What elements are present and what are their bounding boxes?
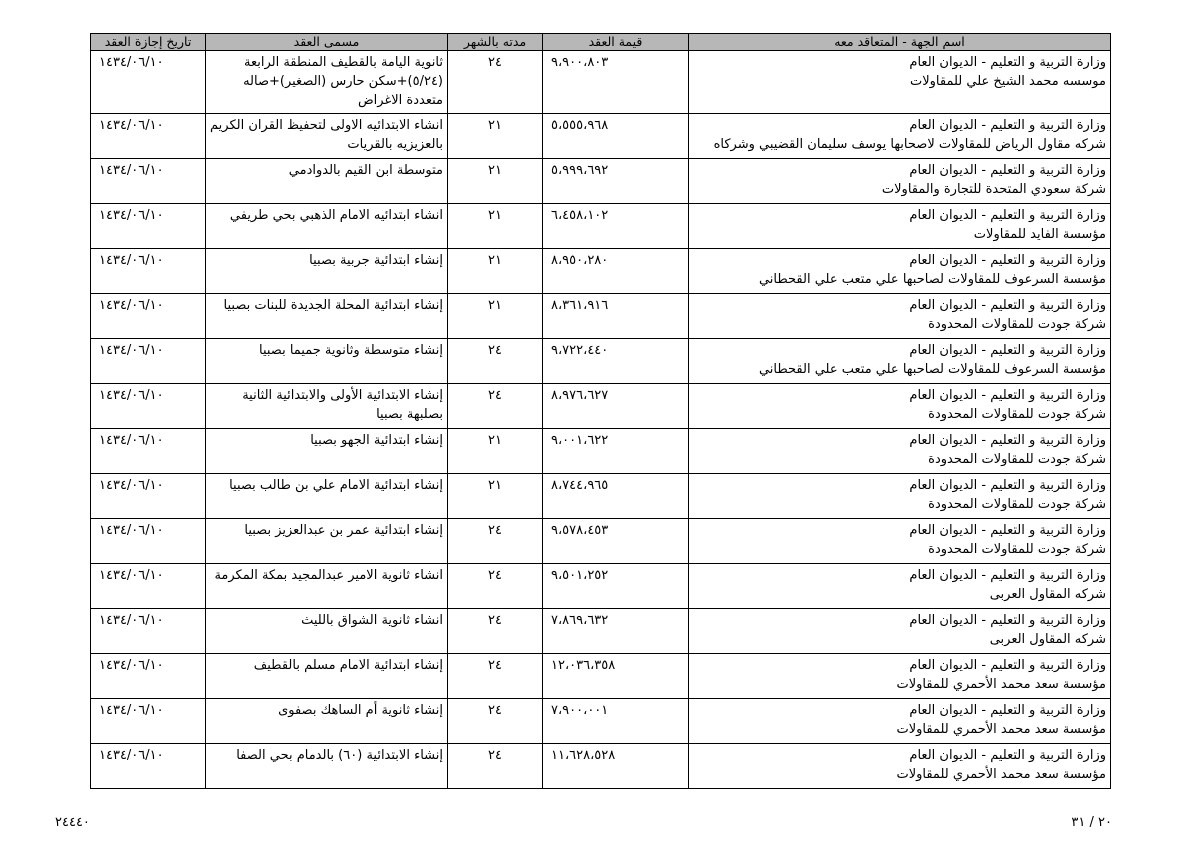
approval-date: ١٤٣٤/٠٦/١٠ [99, 748, 164, 763]
contract-duration: ٢٤ [488, 613, 502, 628]
cell-date [91, 159, 206, 204]
contract-value: ٩،٩٠٠،٨٠٣ [551, 55, 609, 70]
contract-title: انشاء ثانوية الامير عبدالمجيد بمكة المكرمة [214, 568, 443, 583]
contract-duration: ٢١ [488, 118, 502, 133]
contract-title: انشاء ابتدائيه الامام الذهبي بحي طريفي [229, 208, 443, 223]
contractor-name: شركة جودت للمقاولات المحدودة [928, 497, 1106, 512]
contractor-name: شركة جودت للمقاولات المحدودة [928, 452, 1106, 467]
ministry-name: وزارة التربية و التعليم - الديوان العام [909, 388, 1106, 403]
ministry-name: وزارة التربية و التعليم - الديوان العام [909, 703, 1106, 718]
cell-title [206, 294, 448, 339]
ministry-name: وزارة التربية و التعليم - الديوان العام [909, 433, 1106, 448]
table-row [91, 294, 1111, 339]
table-row [91, 429, 1111, 474]
contract-duration: ٢١ [488, 163, 502, 178]
contractor-name: شركة جودت للمقاولات المحدودة [928, 542, 1106, 557]
cell-title [206, 114, 448, 159]
table-row [91, 654, 1111, 699]
cell-party [689, 249, 1111, 294]
cell-value [543, 564, 689, 609]
contractor-name: مؤسسة سعد محمد الأحمري للمقاولات [896, 767, 1106, 782]
cell-duration [448, 114, 543, 159]
contractor-name: مؤسسة سعد محمد الأحمري للمقاولات [896, 677, 1106, 692]
contract-value: ٥،٩٩٩،٦٩٢ [551, 163, 609, 178]
contract-title: انشاء ثانوية الشواق بالليث [301, 613, 443, 628]
approval-date: ١٤٣٤/٠٦/١٠ [99, 478, 164, 493]
cell-duration [448, 564, 543, 609]
cell-party [689, 744, 1111, 789]
cell-title [206, 654, 448, 699]
contract-value: ٩،٥٠١،٢٥٢ [551, 568, 609, 583]
cell-duration [448, 294, 543, 339]
contract-title: إنشاء متوسطة وثانوية جميما بصبيا [259, 343, 443, 358]
contract-title: إنشاء ابتدائية جربية بصبيا [309, 253, 443, 268]
cell-date [91, 564, 206, 609]
cell-value [543, 429, 689, 474]
cell-party [689, 204, 1111, 249]
cell-duration [448, 609, 543, 654]
cell-title [206, 519, 448, 564]
ministry-name: وزارة التربية و التعليم - الديوان العام [909, 253, 1106, 268]
cell-party [689, 51, 1111, 114]
cell-party [689, 159, 1111, 204]
cell-party [689, 384, 1111, 429]
approval-date: ١٤٣٤/٠٦/١٠ [99, 118, 164, 133]
approval-date: ١٤٣٤/٠٦/١٠ [99, 613, 164, 628]
table-row [91, 159, 1111, 204]
cell-date [91, 249, 206, 294]
contract-duration: ٢٤ [488, 388, 502, 403]
cell-party [689, 699, 1111, 744]
approval-date: ١٤٣٤/٠٦/١٠ [99, 343, 164, 358]
cell-title [206, 159, 448, 204]
contract-value: ١٢،٠٣٦،٣٥٨ [551, 658, 616, 673]
contract-duration: ٢٤ [488, 343, 502, 358]
contractor-name: مؤسسة السرعوف للمقاولات لصاحبها علي متعب علي القحطاني [758, 362, 1106, 377]
cell-value [543, 609, 689, 654]
cell-value [543, 699, 689, 744]
contract-value: ٩،٧٢٢،٤٤٠ [551, 343, 609, 358]
ministry-name: وزارة التربية و التعليم - الديوان العام [909, 478, 1106, 493]
ministry-name: وزارة التربية و التعليم - الديوان العام [909, 163, 1106, 178]
contract-duration: ٢٤ [488, 658, 502, 673]
cell-date [91, 519, 206, 564]
contract-title: إنشاء الابتدائية الأولى والابتدائية الثانية بصلبهة بصبيا [242, 388, 443, 422]
table-row [91, 699, 1111, 744]
approval-date: ١٤٣٤/٠٦/١٠ [99, 703, 164, 718]
contract-title: إنشاء ابتدائية عمر بن عبدالعزيز بصبيا [244, 523, 443, 538]
cell-duration [448, 429, 543, 474]
contractor-name: مؤسسة الفايد للمقاولات [973, 227, 1106, 242]
contractor-name: شركه مقاول الرياض للمقاولات لاصحابها يوسف سليمان القضيبي وشركاه [713, 137, 1106, 152]
header-value: قيمة العقد [543, 34, 689, 51]
approval-date: ١٤٣٤/٠٦/١٠ [99, 568, 164, 583]
ministry-name: وزارة التربية و التعليم - الديوان العام [909, 658, 1106, 673]
cell-party [689, 474, 1111, 519]
contract-title: إنشاء الابتدائية (٦٠) بالدمام بحي الصفا [236, 748, 443, 763]
footer-page-number: ٢٠ / ٣١ [1071, 815, 1112, 830]
ministry-name: وزارة التربية و التعليم - الديوان العام [909, 568, 1106, 583]
cell-date [91, 744, 206, 789]
contract-value: ٩،٠٠١،٦٢٢ [551, 433, 609, 448]
approval-date: ١٤٣٤/٠٦/١٠ [99, 388, 164, 403]
contract-title: متوسطة ابن القيم بالدوادمي [288, 163, 443, 178]
contract-value: ٦،٤٥٨،١٠٢ [551, 208, 609, 223]
cell-date [91, 654, 206, 699]
header-date: تاريخ إجازة العقد [91, 34, 206, 51]
contract-duration: ٢٤ [488, 568, 502, 583]
contract-value: ٨،٩٧٦،٦٢٧ [551, 388, 609, 403]
contract-title: ثانوية اليامة بالقطيف المنطقة الرابعة (٥/٢٤)+سكن حارس (الصغير)+صاله متعددة الاغراض [243, 55, 443, 108]
cell-party [689, 654, 1111, 699]
table-row [91, 384, 1111, 429]
contract-title: إنشاء ابتدائية الجهو بصبيا [310, 433, 443, 448]
cell-value [543, 384, 689, 429]
cell-duration [448, 519, 543, 564]
contract-value: ٧،٩٠٠،٠٠١ [551, 703, 609, 718]
cell-title [206, 609, 448, 654]
contract-duration: ٢٤ [488, 55, 502, 70]
cell-date [91, 339, 206, 384]
table-row [91, 339, 1111, 384]
cell-value [543, 204, 689, 249]
cell-party [689, 519, 1111, 564]
cell-value [543, 744, 689, 789]
contract-value: ١١،٦٢٨،٥٢٨ [551, 748, 616, 763]
cell-value [543, 249, 689, 294]
cell-value [543, 519, 689, 564]
cell-value [543, 474, 689, 519]
contractor-name: شركه المقاول العربى [989, 587, 1106, 602]
contract-duration: ٢٤ [488, 748, 502, 763]
table-row [91, 609, 1111, 654]
table-body [91, 51, 1111, 789]
cell-date [91, 114, 206, 159]
approval-date: ١٤٣٤/٠٦/١٠ [99, 298, 164, 313]
footer-total: ٢٤٤٤٠ [55, 815, 90, 830]
contract-title: إنشاء ابتدائية الامام علي بن طالب بصبيا [229, 478, 443, 493]
ministry-name: وزارة التربية و التعليم - الديوان العام [909, 298, 1106, 313]
approval-date: ١٤٣٤/٠٦/١٠ [99, 208, 164, 223]
cell-title [206, 564, 448, 609]
cell-duration [448, 654, 543, 699]
contractor-name: مؤسسة سعد محمد الأحمري للمقاولات [896, 722, 1106, 737]
contract-title: انشاء الابتدائيه الاولى لتحفيظ القران الكريم بالعزيزيه بالقريات [210, 118, 443, 152]
approval-date: ١٤٣٤/٠٦/١٠ [99, 55, 164, 70]
cell-duration [448, 159, 543, 204]
cell-value [543, 654, 689, 699]
table-row [91, 474, 1111, 519]
cell-value [543, 159, 689, 204]
table-row [91, 249, 1111, 294]
cell-party [689, 114, 1111, 159]
contractor-name: شركه المقاول العربى [989, 632, 1106, 647]
table-row [91, 744, 1111, 789]
contract-title: إنشاء ابتدائية الامام مسلم بالقطيف [253, 658, 443, 673]
ministry-name: وزارة التربية و التعليم - الديوان العام [909, 523, 1106, 538]
contract-duration: ٢١ [488, 253, 502, 268]
cell-duration [448, 51, 543, 114]
table-row [91, 114, 1111, 159]
contractor-name: مؤسسة السرعوف للمقاولات لصاحبها علي متعب علي القحطاني [758, 272, 1106, 287]
contracts-table [90, 33, 1111, 789]
ministry-name: وزارة التربية و التعليم - الديوان العام [909, 118, 1106, 133]
approval-date: ١٤٣٤/٠٦/١٠ [99, 163, 164, 178]
contract-value: ٨،٩٥٠،٢٨٠ [551, 253, 609, 268]
contract-duration: ٢٤ [488, 703, 502, 718]
header-duration: مدته بالشهر [448, 34, 543, 51]
cell-date [91, 51, 206, 114]
table-row [91, 51, 1111, 114]
contractor-name: شركة جودت للمقاولات المحدودة [928, 317, 1106, 332]
cell-value [543, 294, 689, 339]
cell-title [206, 51, 448, 114]
cell-title [206, 204, 448, 249]
contract-value: ٨،٧٤٤،٩٦٥ [551, 478, 609, 493]
cell-date [91, 609, 206, 654]
cell-duration [448, 474, 543, 519]
cell-date [91, 294, 206, 339]
cell-party [689, 429, 1111, 474]
contract-value: ٩،٥٧٨،٤٥٣ [551, 523, 609, 538]
contract-duration: ٢١ [488, 298, 502, 313]
contractor-name: موسسه محمد الشيخ علي للمقاولات [910, 74, 1106, 89]
cell-party [689, 609, 1111, 654]
cell-title [206, 474, 448, 519]
contract-value: ٥،٥٥٥،٩٦٨ [551, 118, 609, 133]
header-party: اسم الجهة - المتعاقد معه [689, 34, 1111, 51]
cell-party [689, 339, 1111, 384]
cell-value [543, 339, 689, 384]
contractor-name: شركة جودت للمقاولات المحدودة [928, 407, 1106, 422]
cell-party [689, 294, 1111, 339]
contract-duration: ٢١ [488, 433, 502, 448]
contracts-sheet [90, 33, 1110, 789]
cell-duration [448, 384, 543, 429]
contract-title: إنشاء ثانوية أم الساهك بصفوى [278, 703, 443, 718]
cell-party [689, 564, 1111, 609]
cell-date [91, 204, 206, 249]
ministry-name: وزارة التربية و التعليم - الديوان العام [909, 343, 1106, 358]
contract-value: ٨،٣٦١،٩١٦ [551, 298, 609, 313]
approval-date: ١٤٣٤/٠٦/١٠ [99, 658, 164, 673]
contract-duration: ٢١ [488, 208, 502, 223]
ministry-name: وزارة التربية و التعليم - الديوان العام [909, 613, 1106, 628]
cell-date [91, 429, 206, 474]
contract-duration: ٢١ [488, 478, 502, 493]
table-row [91, 204, 1111, 249]
table-row [91, 519, 1111, 564]
contract-title: إنشاء ابتدائية المحلة الجديدة للبنات بصبيا [223, 298, 443, 313]
cell-title [206, 384, 448, 429]
cell-title [206, 744, 448, 789]
cell-duration [448, 204, 543, 249]
approval-date: ١٤٣٤/٠٦/١٠ [99, 253, 164, 268]
cell-duration [448, 249, 543, 294]
table-row [91, 564, 1111, 609]
cell-duration [448, 339, 543, 384]
approval-date: ١٤٣٤/٠٦/١٠ [99, 523, 164, 538]
contractor-name: شركة سعودي المتحدة للتجارة والمقاولات [881, 182, 1106, 197]
cell-duration [448, 744, 543, 789]
cell-title [206, 699, 448, 744]
ministry-name: وزارة التربية و التعليم - الديوان العام [909, 55, 1106, 70]
cell-date [91, 474, 206, 519]
cell-value [543, 51, 689, 114]
approval-date: ١٤٣٤/٠٦/١٠ [99, 433, 164, 448]
cell-title [206, 339, 448, 384]
cell-duration [448, 699, 543, 744]
header-title: مسمى العقد [206, 34, 448, 51]
cell-value [543, 114, 689, 159]
contract-value: ٧،٨٦٩،٦٣٢ [551, 613, 609, 628]
ministry-name: وزارة التربية و التعليم - الديوان العام [909, 748, 1106, 763]
cell-title [206, 249, 448, 294]
cell-title [206, 429, 448, 474]
contract-duration: ٢٤ [488, 523, 502, 538]
cell-date [91, 384, 206, 429]
cell-date [91, 699, 206, 744]
table-header-row [91, 34, 1111, 51]
ministry-name: وزارة التربية و التعليم - الديوان العام [909, 208, 1106, 223]
